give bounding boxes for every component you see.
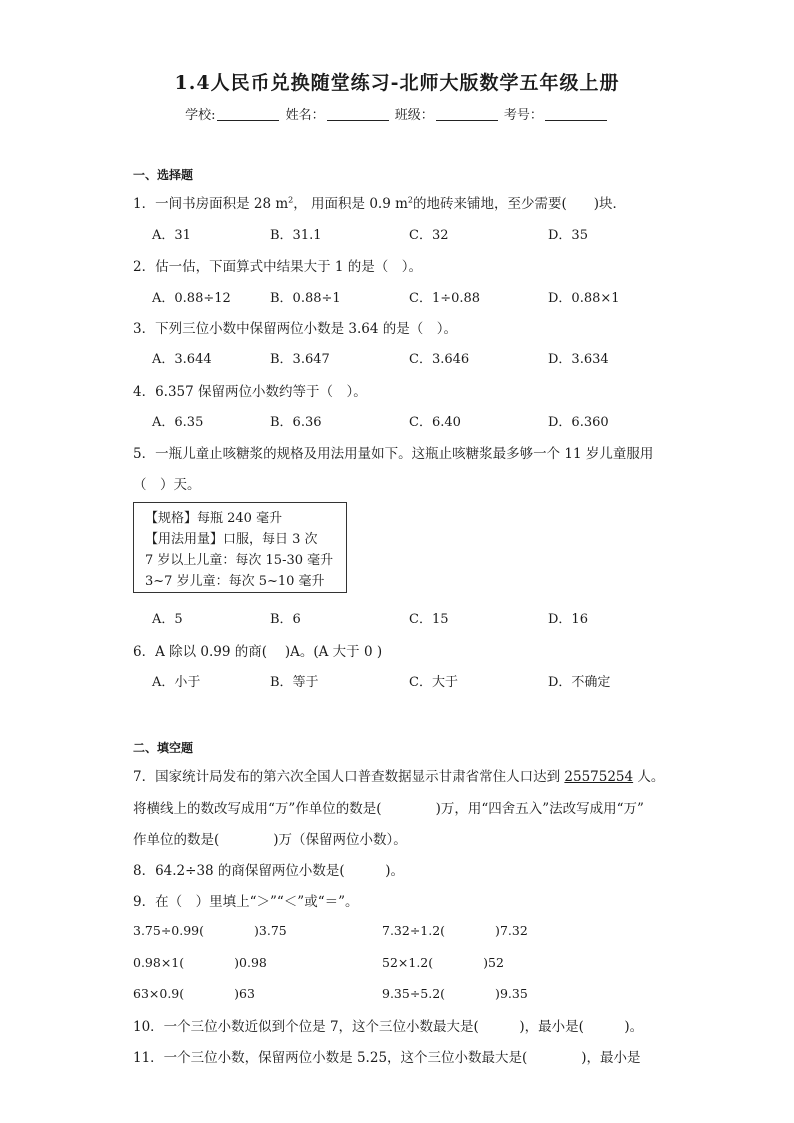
- q1-sup1: 2: [288, 195, 294, 205]
- question-5-line2: （ ）天。: [133, 477, 201, 493]
- q3-option-b[interactable]: B．3.647: [270, 352, 330, 367]
- q2-option-a[interactable]: A．0.88÷12: [152, 291, 231, 306]
- question-2: 2．估一估，下面算式中结果大于 1 的是（ ）。: [133, 259, 423, 275]
- q5-option-a[interactable]: A．5: [152, 612, 183, 627]
- q6-option-d[interactable]: D．不确定: [548, 675, 611, 690]
- q2-option-c[interactable]: C．1÷0.88: [409, 291, 481, 306]
- name-blank[interactable]: [327, 120, 389, 121]
- q1-sup2: 2: [407, 195, 413, 205]
- spec-line: 7 岁以上儿童：每次 15-30 毫升: [145, 553, 334, 568]
- class-label: 班级：: [394, 108, 434, 123]
- q7-line1-post: 人。: [633, 769, 665, 785]
- q7-underlined-number: 25575254: [564, 769, 634, 785]
- comparison-item: 0.98×1( )0.98: [133, 955, 267, 970]
- q1-mid: ， 用面积是 0.9 m: [293, 196, 408, 212]
- q1-option-a[interactable]: A．31: [152, 228, 191, 243]
- q4-option-d[interactable]: D．6.360: [548, 415, 609, 430]
- q4-option-a[interactable]: A．6.35: [152, 415, 204, 430]
- q3-option-a[interactable]: A．3.644: [152, 352, 212, 367]
- q3-option-d[interactable]: D．3.634: [548, 352, 609, 367]
- name-label: 姓名：: [285, 108, 325, 123]
- page-title: 1.4人民币兑换随堂练习-北师大版数学五年级上册: [174, 72, 620, 94]
- q4-options: [152, 411, 712, 429]
- syrup-spec-box: [133, 502, 347, 593]
- q6-options: [152, 671, 712, 689]
- student-info-line: [0, 104, 794, 123]
- question-7: [133, 765, 664, 785]
- q1-pre: 1．一间书房面积是 28 m: [133, 196, 289, 212]
- question-3: 3．下列三位小数中保留两位小数是 3.64 的是（ ）。: [133, 321, 457, 337]
- comparison-item: 7.32÷1.2( )7.32: [382, 923, 528, 938]
- q3-option-c[interactable]: C．3.646: [409, 352, 470, 367]
- q6-option-b[interactable]: B．等于: [270, 675, 319, 690]
- spec-line: 【规格】每瓶 240 毫升: [145, 511, 283, 526]
- question-8: 8．64.2÷38 的商保留两位小数是( )。: [133, 863, 404, 879]
- q2-option-d[interactable]: D．0.88×1: [548, 291, 620, 306]
- q5-option-c[interactable]: C．15: [409, 612, 449, 627]
- school-blank[interactable]: [217, 120, 279, 121]
- section2-heading: 二、填空题: [133, 741, 194, 755]
- number-blank[interactable]: [545, 120, 607, 121]
- q6-option-c[interactable]: C．大于: [409, 675, 458, 690]
- q5-option-b[interactable]: B．6: [270, 612, 301, 627]
- number-label: 考号：: [503, 108, 543, 123]
- question-11: 11．一个三位小数，保留两位小数是 5.25，这个三位小数最大是( )，最小是: [133, 1050, 641, 1066]
- question-9: 9．在（ ）里填上“＞”“＜”或“＝”。: [133, 894, 359, 910]
- q2-option-b[interactable]: B．0.88÷1: [270, 291, 341, 306]
- question-6: 6．A 除以 0.99 的商( )A。(A 大于 0 ): [133, 644, 383, 660]
- question-5: 5．一瓶儿童止咳糖浆的规格及用法用量如下。这瓶止咳糖浆最多够一个 11 岁儿童服用: [133, 446, 654, 462]
- school-label: 学校:: [185, 108, 216, 123]
- q3-options: [152, 348, 712, 366]
- comparison-item: 63×0.9( )63: [133, 986, 255, 1001]
- comparison-item: 52×1.2( )52: [382, 955, 504, 970]
- question-7-line3: 作单位的数是( )万（保留两位小数）。: [133, 832, 407, 848]
- comparison-item: 9.35÷5.2( )9.35: [382, 986, 528, 1001]
- q1-post: 的地砖来铺地，至少需要( )块．: [413, 196, 627, 212]
- q1-option-d[interactable]: D．35: [548, 228, 588, 243]
- q5-options: [152, 608, 712, 626]
- comparison-item: 3.75÷0.99( )3.75: [133, 923, 287, 938]
- question-4: 4．6.357 保留两位小数约等于（ ）。: [133, 384, 367, 400]
- spec-line: 【用法用量】口服，每日 3 次: [145, 532, 318, 547]
- q4-option-c[interactable]: C．6.40: [409, 415, 461, 430]
- question-10: 10．一个三位小数近似到个位是 7，这个三位小数最大是( )，最小是( )。: [133, 1019, 644, 1035]
- q1-option-c[interactable]: C．32: [409, 228, 449, 243]
- q2-options: [152, 287, 712, 305]
- question-7-line2: 将横线上的数改写成用“万”作单位的数是( )万，用“四舍五入”法改写成用“万”: [133, 801, 644, 817]
- q7-line1-pre: 7．国家统计局发布的第六次全国人口普查数据显示甘肃省常住人口达到: [133, 769, 565, 785]
- q4-option-b[interactable]: B．6.36: [270, 415, 322, 430]
- q1-option-b[interactable]: B．31.1: [270, 228, 322, 243]
- q6-option-a[interactable]: A．小于: [152, 675, 201, 690]
- q1-options: [152, 224, 712, 242]
- class-blank[interactable]: [436, 120, 498, 121]
- q5-option-d[interactable]: D．16: [548, 612, 588, 627]
- spec-line: 3~7 岁儿童：每次 5~10 毫升: [145, 574, 325, 589]
- section1-heading: 一、选择题: [133, 168, 194, 182]
- question-1: [133, 192, 626, 212]
